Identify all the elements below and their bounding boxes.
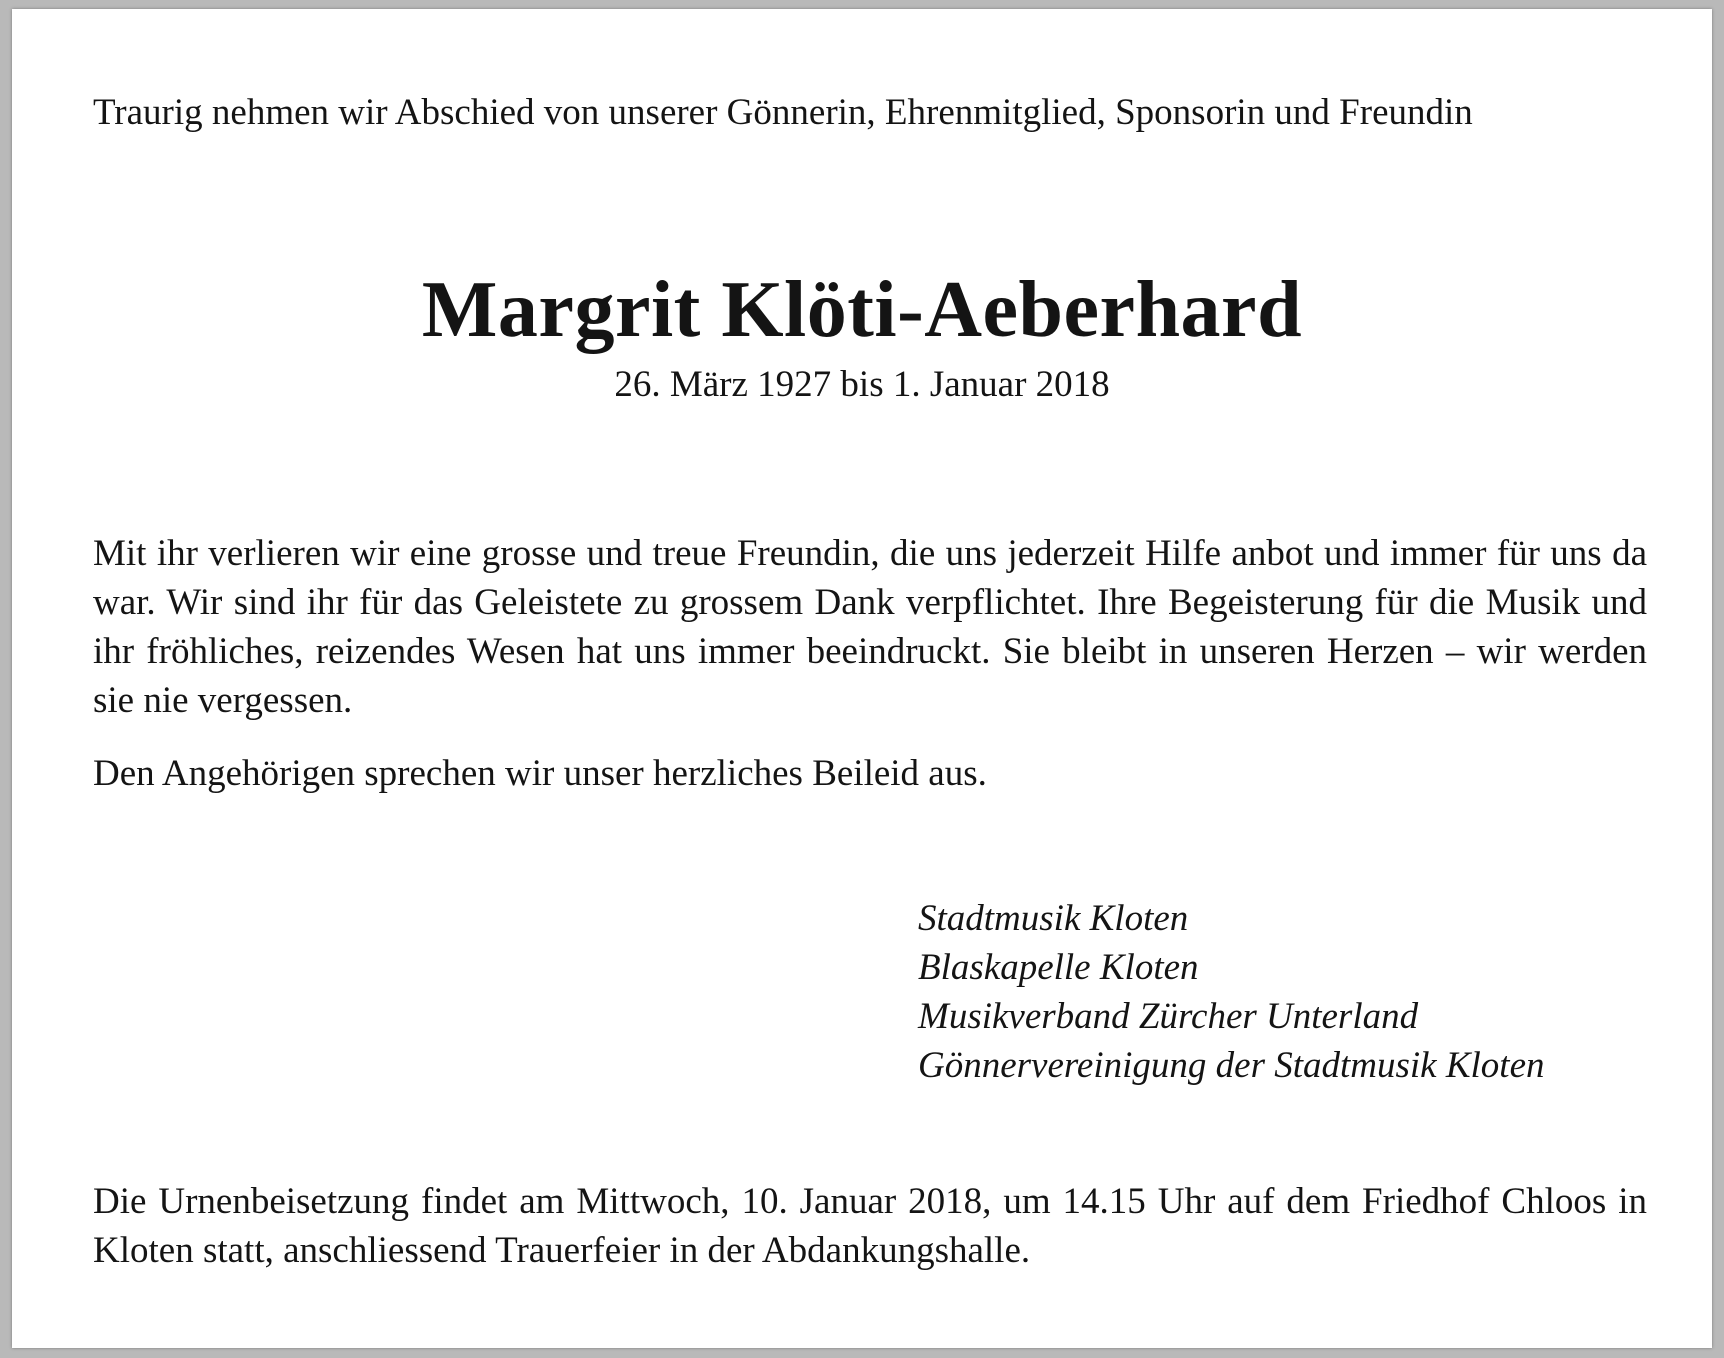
signatory: Gönnervereinigung der Stadtmusik Kloten <box>918 1045 1545 1086</box>
service-info: Die Urnenbeisetzung findet am Mittwoch, 10. Januar 2018, um 14.15 Uhr auf dem Friedhof Chloos in Kloten statt, anschliessend Trauerfeier in der Abdankungshalle. <box>93 1181 1647 1271</box>
life-dates: 26. März 1927 bis 1. Januar 2018 <box>614 364 1110 405</box>
signatory: Musikverband Zürcher Unterland <box>918 996 1419 1037</box>
signatory: Stadtmusik Kloten <box>918 898 1189 939</box>
condolence-line: Den Angehörigen sprechen wir unser herzliches Beileid aus. <box>93 753 987 794</box>
signatories-block <box>918 894 1545 1090</box>
obituary-page <box>12 9 1712 1348</box>
deceased-name: Margrit Klöti-Aeberhard <box>421 266 1303 354</box>
intro-line: Traurig nehmen wir Abschied von unserer Gönnerin, Ehrenmitglied, Sponsorin und Freundin <box>93 92 1473 133</box>
tribute-paragraph: Mit ihr verlieren wir eine grosse und treue Freundin, die uns jederzeit Hilfe anbot und immer für uns da war. Wir sind ihr für das Geleistete zu grossem Dank verpflichtet. Ihre Begeisterung für die Musik und ihr fröhliches, reizendes Wesen hat uns immer beeindruckt. Sie bleibt in unseren Herzen – wir werden sie nie vergessen. <box>93 533 1647 721</box>
signatory: Blaskapelle Kloten <box>918 947 1199 988</box>
